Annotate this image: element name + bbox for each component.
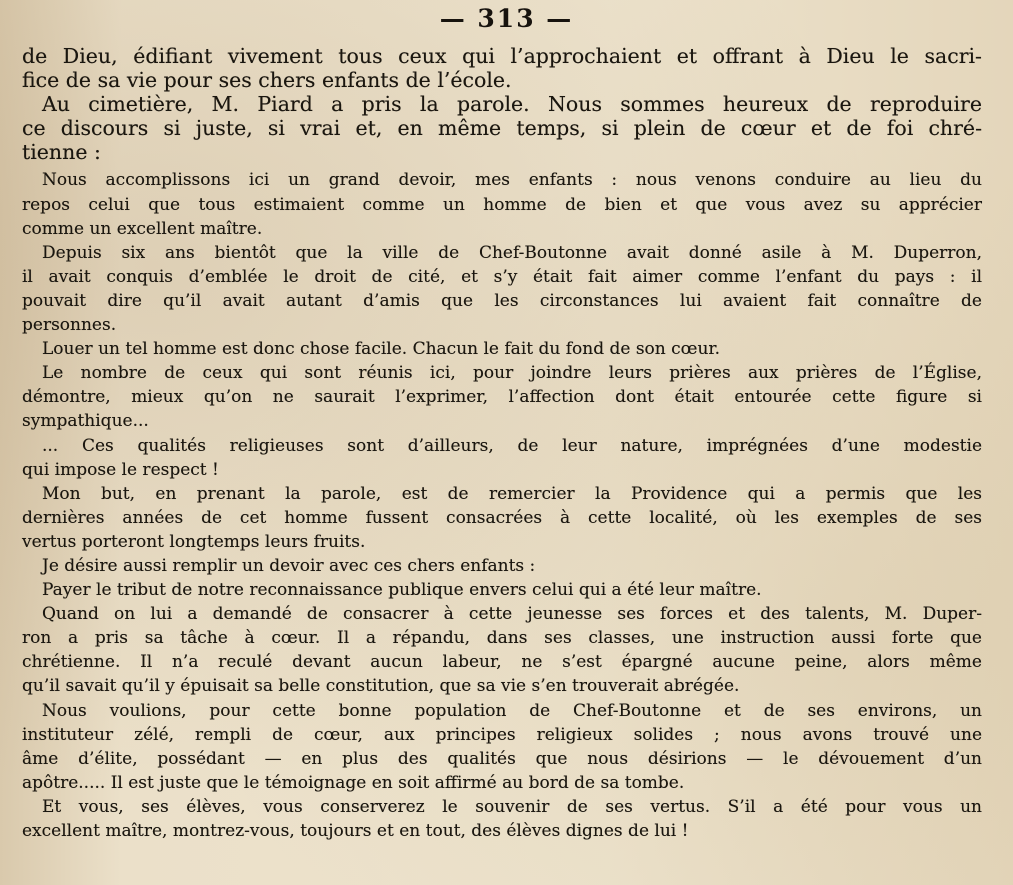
text-line: Et vous, ses élèves, vous conserverez le souvenir de ses vertus. S’il a été pour vous un bbox=[42, 796, 982, 817]
text-line: Le nombre de ceux qui sont réunis ici, pour joindre leurs prières aux prières de l’Église, bbox=[42, 363, 982, 384]
text-line: Louer un tel homme est donc chose facile. Chacun le fait du fond de son cœur. bbox=[42, 339, 721, 360]
text-line: fice de sa vie pour ses chers enfants de l’école. bbox=[22, 68, 512, 93]
text-line: vertus porteront longtemps leurs fruits. bbox=[22, 531, 366, 552]
text-line: tienne : bbox=[22, 140, 101, 165]
text-line: Au cimetière, M. Piard a pris la parole. Nous sommes heureux de reproduire bbox=[42, 92, 982, 117]
text-line: Depuis six ans bientôt que la ville de Chef-Boutonne avait donné asile à M. Duperron, bbox=[42, 242, 982, 263]
text-line: Quand on lui a demandé de consacrer à cette jeunesse ses forces et des talents, M. Duper- bbox=[42, 604, 982, 625]
text-line: comme un excellent maître. bbox=[22, 218, 263, 239]
text-line: Nous accomplissons ici un grand devoir, mes enfants : nous venons conduire au lieu du bbox=[42, 170, 982, 191]
text-line: dernières années de cet homme fussent consacrées à cette localité, où les exemples de ses bbox=[22, 507, 982, 528]
body-text bbox=[22, 44, 982, 843]
text-line: Mon but, en prenant la parole, est de remercier la Providence qui a permis que les bbox=[42, 483, 982, 504]
text-line: de Dieu, édifiant vivement tous ceux qui l’approchaient et offrant à Dieu le sacri- bbox=[22, 44, 982, 68]
text-line: repos celui que tous estimaient comme un homme de bien et que vous avez su apprécier bbox=[22, 194, 982, 215]
text-line: excellent maître, montrez-vous, toujours et en tout, des élèves dignes de lui ! bbox=[22, 821, 689, 841]
text-line: pouvait dire qu’il avait autant d’amis que les circonstances lui avaient fait connaître de bbox=[22, 290, 982, 311]
text-line: instituteur zélé, rempli de cœur, aux principes religieux solides ; nous avons trouvé une bbox=[22, 724, 982, 745]
text-line: ce discours si juste, si vrai et, en même temps, si plein de cœur et de foi chré- bbox=[22, 116, 982, 141]
text-line: âme d’élite, possédant — en plus des qualités que nous désirions — le dévouement d’un bbox=[22, 748, 982, 769]
text-line: apôtre..... Il est juste que le témoignage en soit affirmé au bord de sa tombe. bbox=[22, 772, 685, 793]
text-line: sympathique... bbox=[22, 411, 149, 432]
text-line: il avait conquis d’emblée le droit de cité, et s’y était fait aimer comme l’enfant du pays : il bbox=[22, 266, 982, 287]
text-line: ron a pris sa tâche à cœur. Il a répandu, dans ses classes, une instruction aussi forte que bbox=[22, 628, 982, 649]
text-line: Je désire aussi remplir un devoir avec ces chers enfants : bbox=[42, 555, 536, 576]
text-line: chrétienne. Il n’a reculé devant aucun labeur, ne s’est épargné aucune peine, alors même bbox=[22, 652, 982, 673]
page-number: — 313 — bbox=[439, 4, 574, 33]
text-line: qu’il savait qu’il y épuisait sa belle constitution, que sa vie s’en trouverait abrégée. bbox=[22, 676, 740, 697]
text-line: démontre, mieux qu’on ne saurait l’exprimer, l’affection dont était entourée cette figure si bbox=[22, 387, 982, 408]
text-line: qui impose le respect ! bbox=[22, 459, 219, 480]
text-line: personnes. bbox=[22, 315, 117, 336]
text-line: Payer le tribut de notre reconnaissance publique envers celui qui a été leur maître. bbox=[42, 580, 762, 601]
text-line: Nous voulions, pour cette bonne population de Chef-Boutonne et de ses environs, un bbox=[42, 700, 982, 721]
text-line: ... Ces qualités religieuses sont d’ailleurs, de leur nature, imprégnées d’une modestie bbox=[42, 435, 982, 456]
